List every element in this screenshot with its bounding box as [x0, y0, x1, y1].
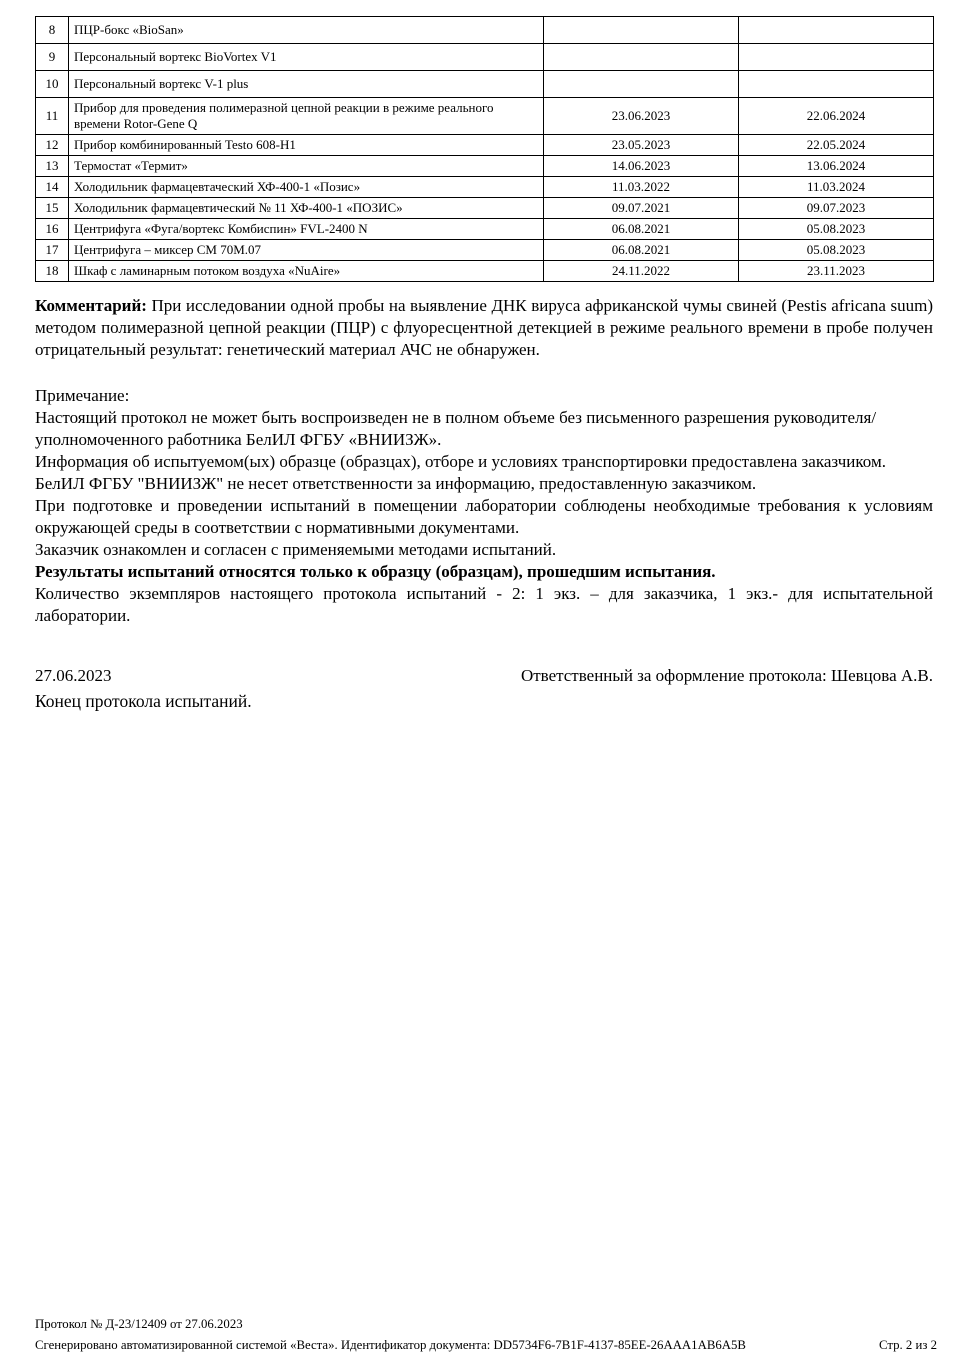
equipment-name-cell: ПЦР-бокс «BioSan» [69, 17, 544, 44]
valid-until-date-cell: 11.03.2024 [739, 177, 934, 198]
equipment-name-cell: Прибор комбинированный Testo 608-H1 [69, 135, 544, 156]
valid-until-date-cell: 22.05.2024 [739, 135, 934, 156]
valid-until-date-cell: 05.08.2023 [739, 240, 934, 261]
verification-date-cell: 11.03.2022 [544, 177, 739, 198]
verification-date-cell: 24.11.2022 [544, 261, 739, 282]
equipment-table-body [36, 17, 934, 282]
equipment-name-cell: Прибор для проведения полимеразной цепной реакции в режиме реального времени Rotor-Gene Q [69, 98, 544, 135]
valid-until-date-cell [739, 71, 934, 98]
table-row [36, 135, 934, 156]
table-row [36, 261, 934, 282]
row-number-cell: 17 [36, 240, 69, 261]
verification-date-cell: 23.06.2023 [544, 98, 739, 135]
verification-date-cell [544, 71, 739, 98]
notes-section [35, 385, 933, 627]
closing-date: 27.06.2023 [35, 666, 112, 685]
row-number-cell: 8 [36, 17, 69, 44]
table-row [36, 240, 934, 261]
row-number-cell: 12 [36, 135, 69, 156]
row-number-cell: 16 [36, 219, 69, 240]
comment-text: При исследовании одной пробы на выявление ДНК вируса африканской чумы свиней (Pestis africana suum) методом полимеразной цепной реакции (ПЦР) с флуоресцентной детекцией в режиме реального времени в пробе получен отрицательный результат: генетический материал АЧС не обнаружен. [35, 296, 934, 359]
valid-until-date-cell: 22.06.2024 [739, 98, 934, 135]
valid-until-date-cell [739, 44, 934, 71]
footer-generated-row [35, 1335, 937, 1356]
verification-date-cell [544, 17, 739, 44]
row-number-cell: 18 [36, 261, 69, 282]
verification-date-cell: 06.08.2021 [544, 240, 739, 261]
page-footer [35, 1314, 937, 1356]
verification-date-cell [544, 44, 739, 71]
row-number-cell: 13 [36, 156, 69, 177]
valid-until-date-cell: 13.06.2024 [739, 156, 934, 177]
table-row [36, 198, 934, 219]
row-number-cell: 11 [36, 98, 69, 135]
table-row [36, 71, 934, 98]
notes-paragraph: Количество экземпляров настоящего протокола испытаний - 2: 1 экз. – для заказчика, 1 экз.- для испытательной лаборатории. [35, 584, 933, 625]
comment-paragraph [35, 295, 933, 361]
footer-protocol-line: Протокол № Д-23/12409 от 27.06.2023 [35, 1317, 243, 1331]
equipment-name-cell: Шкаф с ламинарным потоком воздуха «NuAire» [69, 261, 544, 282]
verification-date-cell: 06.08.2021 [544, 219, 739, 240]
valid-until-date-cell: 23.11.2023 [739, 261, 934, 282]
equipment-name-cell: Центрифуга – миксер СМ 70М.07 [69, 240, 544, 261]
row-number-cell: 10 [36, 71, 69, 98]
footer-generated-line: Сгенерировано автоматизированной системой «Веста». Идентификатор документа: DD5734F6-7B1F-4137-85EE-26AAA1AB6A5B [35, 1338, 746, 1352]
row-number-cell: 15 [36, 198, 69, 219]
notes-paragraph: Результаты испытаний относятся только к образцу (образцам), прошедшим испытания. [35, 562, 716, 581]
equipment-name-cell: Холодильник фармацевтаческий ХФ-400-1 «Позис» [69, 177, 544, 198]
equipment-name-cell: Термостат «Термит» [69, 156, 544, 177]
table-row [36, 44, 934, 71]
notes-paragraph: Заказчик ознакомлен и согласен с применяемыми методами испытаний. [35, 540, 557, 559]
valid-until-date-cell: 05.08.2023 [739, 219, 934, 240]
verification-date-cell: 23.05.2023 [544, 135, 739, 156]
notes-paragraphs [35, 407, 933, 627]
notes-title: Примечание: [35, 386, 130, 405]
equipment-name-cell: Центрифуга «Фуга/вортекс Комбиспин» FVL-2400 N [69, 219, 544, 240]
table-row [36, 219, 934, 240]
comment-label: Комментарий: [35, 296, 147, 315]
row-number-cell: 14 [36, 177, 69, 198]
table-row [36, 98, 934, 135]
table-row [36, 177, 934, 198]
closing-row [35, 665, 933, 687]
equipment-table [35, 16, 934, 282]
table-row [36, 156, 934, 177]
footer-page-number: Стр. 2 из 2 [878, 1338, 937, 1352]
equipment-name-cell: Холодильник фармацевтический № 11 ХФ-400-1 «ПОЗИС» [69, 198, 544, 219]
equipment-name-cell: Персональный вортекс BioVortex V1 [69, 44, 544, 71]
row-number-cell: 9 [36, 44, 69, 71]
equipment-name-cell: Персональный вортекс V-1 plus [69, 71, 544, 98]
end-of-protocol-line: Конец протокола испытаний. [35, 691, 252, 711]
valid-until-date-cell: 09.07.2023 [739, 198, 934, 219]
valid-until-date-cell [739, 17, 934, 44]
verification-date-cell: 14.06.2023 [544, 156, 739, 177]
verification-date-cell: 09.07.2021 [544, 198, 739, 219]
notes-paragraph: Информация об испытуемом(ых) образце (образцах), отборе и условиях транспортировки предоставлена заказчиком. БелИЛ ФГБУ "ВНИИЗЖ" не несет ответственности за информацию, предоставленную заказчиком. [35, 452, 886, 493]
notes-paragraph: Настоящий протокол не может быть воспроизведен не в полном объеме без письменного разрешения руководителя/уполномоченного работника БелИЛ ФГБУ «ВНИИЗЖ». [35, 408, 877, 449]
responsible-line: Ответственный за оформление протокола: Шевцова А.В. [520, 666, 933, 685]
notes-paragraph: При подготовке и проведении испытаний в помещении лаборатории соблюдены необходимые требования к условиям окружающей среды в соответствии с нормативными документами. [35, 496, 933, 537]
document-content [35, 16, 933, 713]
table-row [36, 17, 934, 44]
